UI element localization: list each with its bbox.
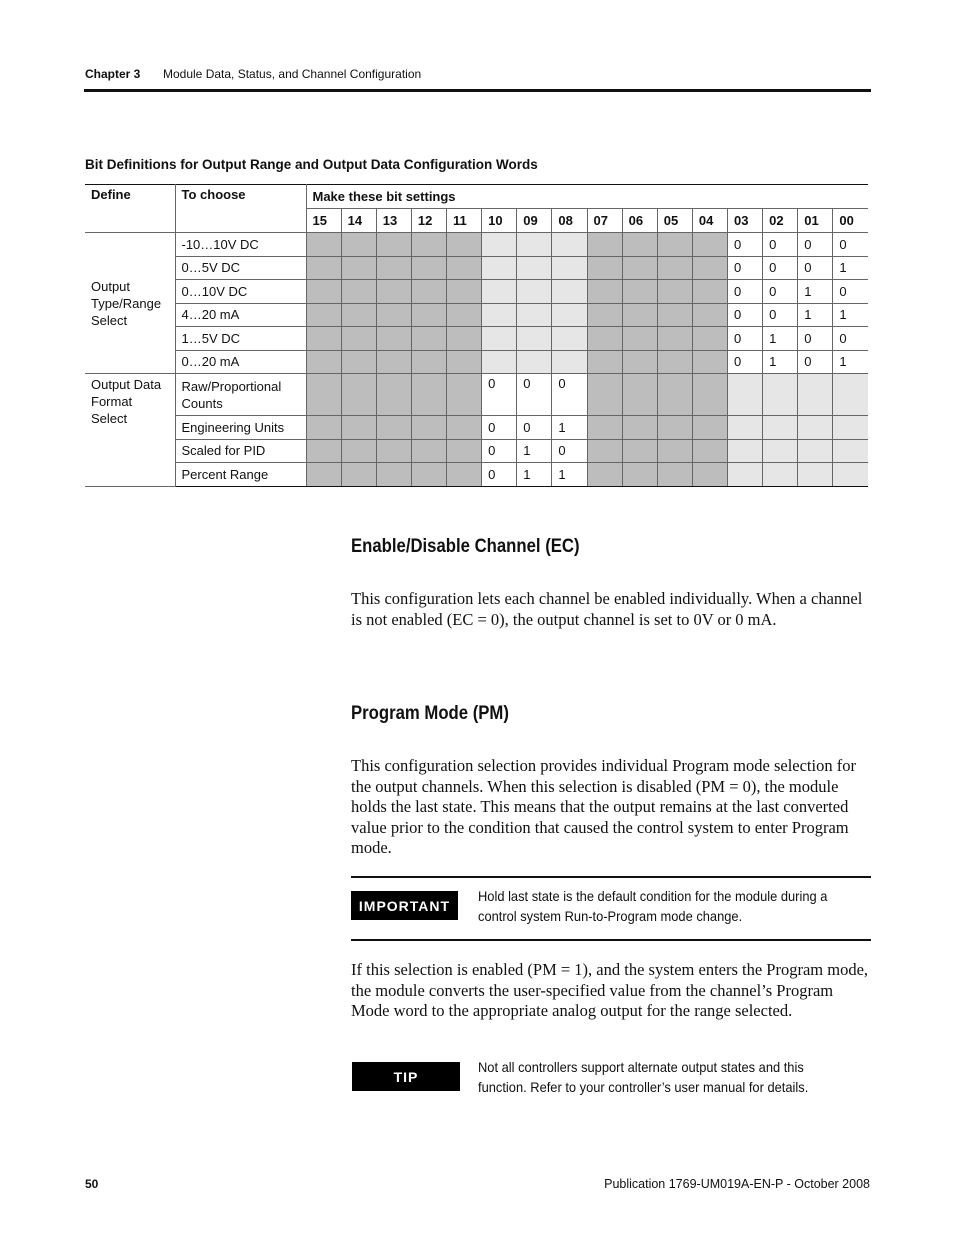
important-text: Hold last state is the default condition for the module during a control system Run-to-Program mode change. xyxy=(478,888,828,924)
bit-cell: 0 xyxy=(728,350,763,374)
bit-cell xyxy=(482,233,517,257)
bit-cell xyxy=(517,303,552,327)
choose-cell: 0…20 mA xyxy=(175,350,306,374)
bit-cell xyxy=(447,350,482,374)
bit-cell xyxy=(692,416,727,440)
bit-cell xyxy=(622,463,657,487)
bit-cell xyxy=(411,439,446,463)
choose-cell: -10…10V DC xyxy=(175,233,306,257)
bit-header: 07 xyxy=(587,209,622,233)
bit-cell xyxy=(447,439,482,463)
bit-cell xyxy=(306,280,341,304)
bit-cell: 1 xyxy=(833,303,868,327)
bit-definitions-table xyxy=(85,184,868,487)
bit-header: 12 xyxy=(411,209,446,233)
bit-cell xyxy=(447,463,482,487)
bit-cell: 1 xyxy=(763,350,798,374)
bit-cell xyxy=(798,463,833,487)
bit-cell xyxy=(447,416,482,440)
bit-cell: 0 xyxy=(482,374,517,416)
bit-cell: 0 xyxy=(763,256,798,280)
bit-cell: 0 xyxy=(798,327,833,351)
bit-cell xyxy=(728,439,763,463)
bit-cell xyxy=(587,374,622,416)
page-number: 50 xyxy=(85,1177,99,1191)
bit-cell xyxy=(587,463,622,487)
bit-cell xyxy=(657,463,692,487)
bit-cell xyxy=(447,280,482,304)
bit-cell xyxy=(341,374,376,416)
bit-cell xyxy=(447,327,482,351)
bit-header: 05 xyxy=(657,209,692,233)
choose-cell: 4…20 mA xyxy=(175,303,306,327)
bit-cell xyxy=(341,233,376,257)
bit-cell xyxy=(587,256,622,280)
bit-cell: 0 xyxy=(728,303,763,327)
bit-cell xyxy=(763,374,798,416)
bit-cell xyxy=(447,374,482,416)
publication-info: Publication 1769-UM019A-EN-P - October 2008 xyxy=(604,1177,870,1191)
bit-cell xyxy=(587,233,622,257)
bit-cell xyxy=(692,233,727,257)
bit-cell xyxy=(657,416,692,440)
bit-cell xyxy=(376,439,411,463)
table-row xyxy=(85,463,868,487)
group-label: Output Data Format Select xyxy=(85,374,175,487)
bit-cell xyxy=(306,327,341,351)
bit-cell: 0 xyxy=(728,327,763,351)
bit-cell: 0 xyxy=(833,233,868,257)
table-row xyxy=(85,439,868,463)
choose-cell: 0…5V DC xyxy=(175,256,306,280)
table-row xyxy=(85,374,868,416)
header-rule xyxy=(84,89,871,92)
bit-header: 06 xyxy=(622,209,657,233)
bit-cell xyxy=(798,439,833,463)
bit-cell: 0 xyxy=(798,350,833,374)
bit-cell xyxy=(341,439,376,463)
col-settings-header: Make these bit settings xyxy=(306,185,868,209)
bit-cell: 1 xyxy=(833,256,868,280)
bit-cell xyxy=(587,416,622,440)
bit-cell: 1 xyxy=(798,280,833,304)
bit-cell xyxy=(622,350,657,374)
bit-cell xyxy=(657,233,692,257)
bit-cell xyxy=(552,256,587,280)
bit-cell: 1 xyxy=(833,350,868,374)
bit-cell xyxy=(376,280,411,304)
bit-header: 04 xyxy=(692,209,727,233)
bit-cell xyxy=(376,233,411,257)
bit-cell xyxy=(833,374,868,416)
bit-cell xyxy=(657,327,692,351)
choose-cell: Raw/Proportional Counts xyxy=(175,374,306,416)
bit-header: 01 xyxy=(798,209,833,233)
bit-cell xyxy=(411,280,446,304)
bit-cell xyxy=(692,327,727,351)
bit-cell xyxy=(692,256,727,280)
bit-cell xyxy=(447,256,482,280)
bit-cell xyxy=(622,303,657,327)
bit-cell: 0 xyxy=(728,233,763,257)
bit-cell xyxy=(657,280,692,304)
bit-cell xyxy=(306,303,341,327)
bit-cell xyxy=(411,327,446,351)
bit-cell: 1 xyxy=(517,439,552,463)
bit-header: 08 xyxy=(552,209,587,233)
bit-cell xyxy=(411,463,446,487)
bit-header: 09 xyxy=(517,209,552,233)
bit-cell xyxy=(482,327,517,351)
table-row xyxy=(85,233,868,257)
bit-cell xyxy=(447,303,482,327)
bit-cell xyxy=(341,303,376,327)
table-row xyxy=(85,256,868,280)
bit-cell: 1 xyxy=(517,463,552,487)
bit-cell xyxy=(411,303,446,327)
bit-cell xyxy=(376,350,411,374)
bit-cell xyxy=(341,350,376,374)
bit-cell: 0 xyxy=(798,233,833,257)
bit-cell xyxy=(692,303,727,327)
bit-cell: 0 xyxy=(763,233,798,257)
bit-cell xyxy=(376,303,411,327)
important-bottom-rule xyxy=(351,939,871,941)
bit-cell xyxy=(692,463,727,487)
bit-cell xyxy=(587,280,622,304)
bit-cell: 0 xyxy=(517,416,552,440)
bit-cell xyxy=(376,374,411,416)
bit-header: 00 xyxy=(833,209,868,233)
bit-cell xyxy=(763,463,798,487)
bit-cell xyxy=(341,327,376,351)
bit-cell xyxy=(763,439,798,463)
bit-cell xyxy=(517,327,552,351)
bit-cell xyxy=(692,439,727,463)
bit-cell: 0 xyxy=(728,280,763,304)
bit-header: 02 xyxy=(763,209,798,233)
bit-cell xyxy=(411,374,446,416)
bit-cell xyxy=(411,233,446,257)
table-row xyxy=(85,416,868,440)
bit-cell: 0 xyxy=(798,256,833,280)
bit-cell xyxy=(692,374,727,416)
bit-cell xyxy=(517,350,552,374)
group-label: Output Type/Range Select xyxy=(85,233,175,374)
bit-cell: 0 xyxy=(482,439,517,463)
pm-paragraph: This configuration selection provides individual Program mode selection for the output channels. When this selection is disabled (PM = 0), the module holds the last state. This means that the output remains at the last converted value prior to the condition that caused the control system to enter Program mode. xyxy=(351,756,856,857)
bit-cell xyxy=(622,327,657,351)
bit-cell xyxy=(482,350,517,374)
bit-cell: 0 xyxy=(552,439,587,463)
bit-header: 03 xyxy=(728,209,763,233)
bit-cell: 0 xyxy=(517,374,552,416)
bit-cell: 0 xyxy=(728,256,763,280)
choose-cell: Percent Range xyxy=(175,463,306,487)
choose-cell: 1…5V DC xyxy=(175,327,306,351)
bit-cell xyxy=(763,416,798,440)
bit-cell xyxy=(728,374,763,416)
important-top-rule xyxy=(351,876,871,878)
ec-paragraph: This configuration lets each channel be enabled individually. When a channel is not enabled (EC = 0), the output channel is set to 0V or 0 mA. xyxy=(351,589,863,629)
bit-cell xyxy=(833,439,868,463)
bit-cell xyxy=(341,463,376,487)
bit-header: 13 xyxy=(376,209,411,233)
bit-cell: 0 xyxy=(833,280,868,304)
bit-cell: 1 xyxy=(552,463,587,487)
chapter-label: Chapter 3 xyxy=(85,67,141,81)
bit-cell xyxy=(552,233,587,257)
bit-cell xyxy=(728,416,763,440)
bit-cell xyxy=(306,374,341,416)
choose-cell: 0…10V DC xyxy=(175,280,306,304)
bit-header: 10 xyxy=(482,209,517,233)
pm-heading: Program Mode (PM) xyxy=(351,703,509,724)
bit-cell: 1 xyxy=(552,416,587,440)
bit-cell xyxy=(376,463,411,487)
bit-cell xyxy=(587,350,622,374)
pm-paragraph-2: If this selection is enabled (PM = 1), and the system enters the Program mode, the module converts the user-specified value from the channel’s Program Mode word to the appropriate analog output for the range selected. xyxy=(351,960,869,1020)
bit-cell: 1 xyxy=(763,327,798,351)
bit-cell xyxy=(622,374,657,416)
bit-cell xyxy=(587,303,622,327)
bit-cell xyxy=(306,463,341,487)
bit-cell xyxy=(622,416,657,440)
bit-header: 14 xyxy=(341,209,376,233)
bit-cell: 0 xyxy=(552,374,587,416)
bit-cell xyxy=(482,303,517,327)
ec-heading: Enable/Disable Channel (EC) xyxy=(351,536,580,557)
tip-text: Not all controllers support alternate output states and this function. Refer to your controller’s user manual for details. xyxy=(478,1059,809,1095)
choose-cell: Engineering Units xyxy=(175,416,306,440)
bit-cell xyxy=(306,439,341,463)
table-row xyxy=(85,303,868,327)
bit-cell xyxy=(341,256,376,280)
col-choose-header: To choose xyxy=(175,185,306,233)
table-row xyxy=(85,327,868,351)
bit-cell: 0 xyxy=(763,280,798,304)
bit-cell xyxy=(376,416,411,440)
bit-cell xyxy=(728,463,763,487)
bit-cell xyxy=(552,350,587,374)
table-row xyxy=(85,280,868,304)
bit-cell xyxy=(482,256,517,280)
bit-cell xyxy=(306,416,341,440)
bit-cell xyxy=(587,327,622,351)
bit-cell xyxy=(692,350,727,374)
bit-cell xyxy=(657,374,692,416)
bit-cell xyxy=(306,350,341,374)
bit-cell: 0 xyxy=(833,327,868,351)
table-caption: Bit Definitions for Output Range and Output Data Configuration Words xyxy=(85,157,538,172)
important-label: IMPORTANT xyxy=(351,891,458,920)
bit-cell xyxy=(552,327,587,351)
bit-cell xyxy=(552,303,587,327)
bit-cell xyxy=(833,416,868,440)
bit-cell xyxy=(692,280,727,304)
bit-cell xyxy=(306,256,341,280)
bit-cell: 0 xyxy=(482,416,517,440)
bit-cell: 0 xyxy=(763,303,798,327)
bit-cell xyxy=(411,256,446,280)
tip-label: TIP xyxy=(352,1062,460,1091)
bit-cell xyxy=(376,327,411,351)
bit-cell xyxy=(622,256,657,280)
bit-cell xyxy=(657,439,692,463)
bit-cell xyxy=(657,350,692,374)
bit-cell xyxy=(657,303,692,327)
bit-cell xyxy=(833,463,868,487)
bit-cell xyxy=(798,416,833,440)
bit-header: 11 xyxy=(447,209,482,233)
bit-cell: 1 xyxy=(798,303,833,327)
bit-cell xyxy=(411,350,446,374)
bit-cell xyxy=(341,280,376,304)
bit-cell xyxy=(376,256,411,280)
bit-cell xyxy=(517,280,552,304)
bit-cell xyxy=(517,256,552,280)
bit-cell xyxy=(622,280,657,304)
bit-cell xyxy=(341,416,376,440)
bit-cell xyxy=(482,280,517,304)
bit-cell xyxy=(306,233,341,257)
bit-header: 15 xyxy=(306,209,341,233)
bit-cell xyxy=(622,439,657,463)
bit-cell xyxy=(587,439,622,463)
choose-cell: Scaled for PID xyxy=(175,439,306,463)
bit-cell: 0 xyxy=(482,463,517,487)
bit-cell xyxy=(622,233,657,257)
bit-cell xyxy=(447,233,482,257)
bit-cell xyxy=(798,374,833,416)
bit-cell xyxy=(552,280,587,304)
table-row xyxy=(85,350,868,374)
col-define-header: Define xyxy=(85,185,175,233)
bit-cell xyxy=(411,416,446,440)
bit-cell xyxy=(657,256,692,280)
chapter-title: Module Data, Status, and Channel Configuration xyxy=(163,67,422,81)
bit-cell xyxy=(517,233,552,257)
